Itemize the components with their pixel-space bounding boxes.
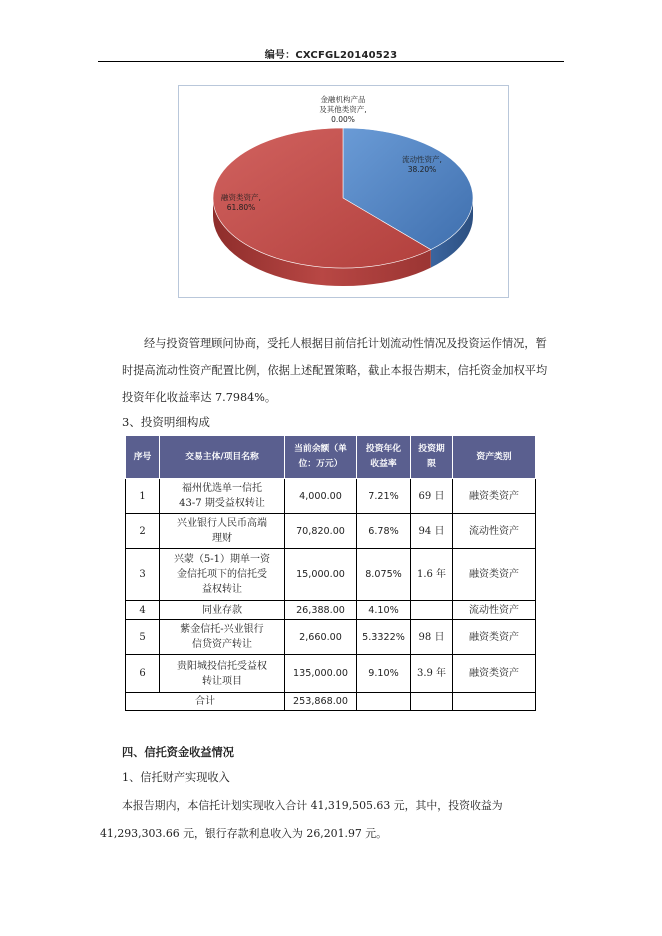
investment-detail-table — [125, 435, 536, 711]
table-row — [126, 549, 536, 601]
cell-term: 98 日 — [411, 620, 453, 655]
table-row — [126, 479, 536, 514]
section-title-investment-detail: 3、投资明细构成 — [122, 415, 210, 429]
label-other-pct: 0.00% — [331, 115, 355, 124]
header-yield: 投资年化 收益率 — [357, 436, 411, 479]
header-project: 交易主体/项目名称 — [160, 436, 285, 479]
cell-term: 94 日 — [411, 514, 453, 549]
cell-project: 兴蒙（5-1）期单一资 金信托项下的信托受 益权转让 — [160, 549, 285, 601]
cell-balance: 4,000.00 — [285, 479, 357, 514]
cell-no: 4 — [126, 601, 160, 620]
table-total-row — [126, 693, 536, 711]
cell-no: 2 — [126, 514, 160, 549]
paragraph-line: 经与投资管理顾问协商，受托人根据目前信托计划流动性情况及投资运作情况，暂 — [144, 337, 547, 350]
label-other-line2: 及其他类资产, — [319, 105, 367, 114]
cell-project: 贵阳城投信托受益权 转让项目 — [160, 655, 285, 693]
paragraph-line: 时提高流动性资产配置比例，依据上述配置策略，截止本报告期末，信托资金加权平均 — [122, 364, 548, 377]
income-line: 本报告期内，本信托计划实现收入合计 41,319,505.63 元，其中，投资收益为 — [122, 799, 503, 812]
label-finance-pct: 61.80% — [226, 203, 256, 212]
cell-project: 福州优选单一信托 43-7 期受益权转让 — [160, 479, 285, 514]
label-liquid-pct: 38.20% — [407, 165, 437, 174]
label-other-line1: 金融机构产品 — [320, 95, 366, 104]
cell-asset-type: 融资类资产 — [453, 479, 536, 514]
income-paragraph — [100, 792, 564, 848]
cell-yield: 5.3322% — [357, 620, 411, 655]
label-finance: 融资类资产, — [221, 193, 261, 202]
cell-yield: 6.78% — [357, 514, 411, 549]
cell-yield: 8.075% — [357, 549, 411, 601]
document-code-header: 编号：CXCFGL20140523 — [264, 50, 398, 61]
income-line: 41,293,303.66 元，银行存款利息收入为 26,201.97 元。 — [100, 827, 388, 840]
header-asset-type: 资产类别 — [453, 436, 536, 479]
cell-no: 6 — [126, 655, 160, 693]
cell-empty — [411, 693, 453, 711]
cell-asset-type: 融资类资产 — [453, 655, 536, 693]
table-row — [126, 601, 536, 620]
cell-asset-type: 流动性资产 — [453, 601, 536, 620]
cell-empty — [453, 693, 536, 711]
header-no: 序号 — [126, 436, 160, 479]
cell-balance: 70,820.00 — [285, 514, 357, 549]
cell-balance: 26,388.00 — [285, 601, 357, 620]
asset-allocation-pie-chart — [178, 85, 509, 298]
paragraph-line: 投资年化收益率达 7.7984%。 — [122, 391, 277, 404]
cell-no: 5 — [126, 620, 160, 655]
cell-balance: 2,660.00 — [285, 620, 357, 655]
cell-term — [411, 601, 453, 620]
allocation-paragraph — [122, 330, 562, 411]
table-header-row — [126, 436, 536, 479]
cell-yield: 4.10% — [357, 601, 411, 620]
cell-yield: 7.21% — [357, 479, 411, 514]
header-divider — [98, 61, 564, 62]
cell-no: 1 — [126, 479, 160, 514]
cell-total-balance: 253,868.00 — [285, 693, 357, 711]
subsection-title-realized-income: 1、信托财产实现收入 — [122, 771, 230, 784]
cell-yield: 9.10% — [357, 655, 411, 693]
cell-project: 同业存款 — [160, 601, 285, 620]
label-liquid: 流动性资产, — [402, 155, 442, 164]
cell-asset-type: 融资类资产 — [453, 549, 536, 601]
cell-asset-type: 流动性资产 — [453, 514, 536, 549]
cell-balance: 15,000.00 — [285, 549, 357, 601]
cell-asset-type: 融资类资产 — [453, 620, 536, 655]
section-title-trust-income: 四、信托资金收益情况 — [122, 746, 234, 759]
cell-project: 兴业银行人民币高端 理财 — [160, 514, 285, 549]
cell-term: 3.9 年 — [411, 655, 453, 693]
cell-no: 3 — [126, 549, 160, 601]
cell-total-label: 合计 — [126, 693, 285, 711]
cell-term: 1.6 年 — [411, 549, 453, 601]
cell-balance: 135,000.00 — [285, 655, 357, 693]
cell-project: 紫金信托-兴业银行 信贷资产转让 — [160, 620, 285, 655]
pie-chart-svg — [179, 86, 510, 299]
table-row — [126, 655, 536, 693]
table-row — [126, 514, 536, 549]
header-term: 投资期 限 — [411, 436, 453, 479]
header-balance: 当前余额（单 位：万元） — [285, 436, 357, 479]
cell-term: 69 日 — [411, 479, 453, 514]
cell-empty — [357, 693, 411, 711]
table-row — [126, 620, 536, 655]
